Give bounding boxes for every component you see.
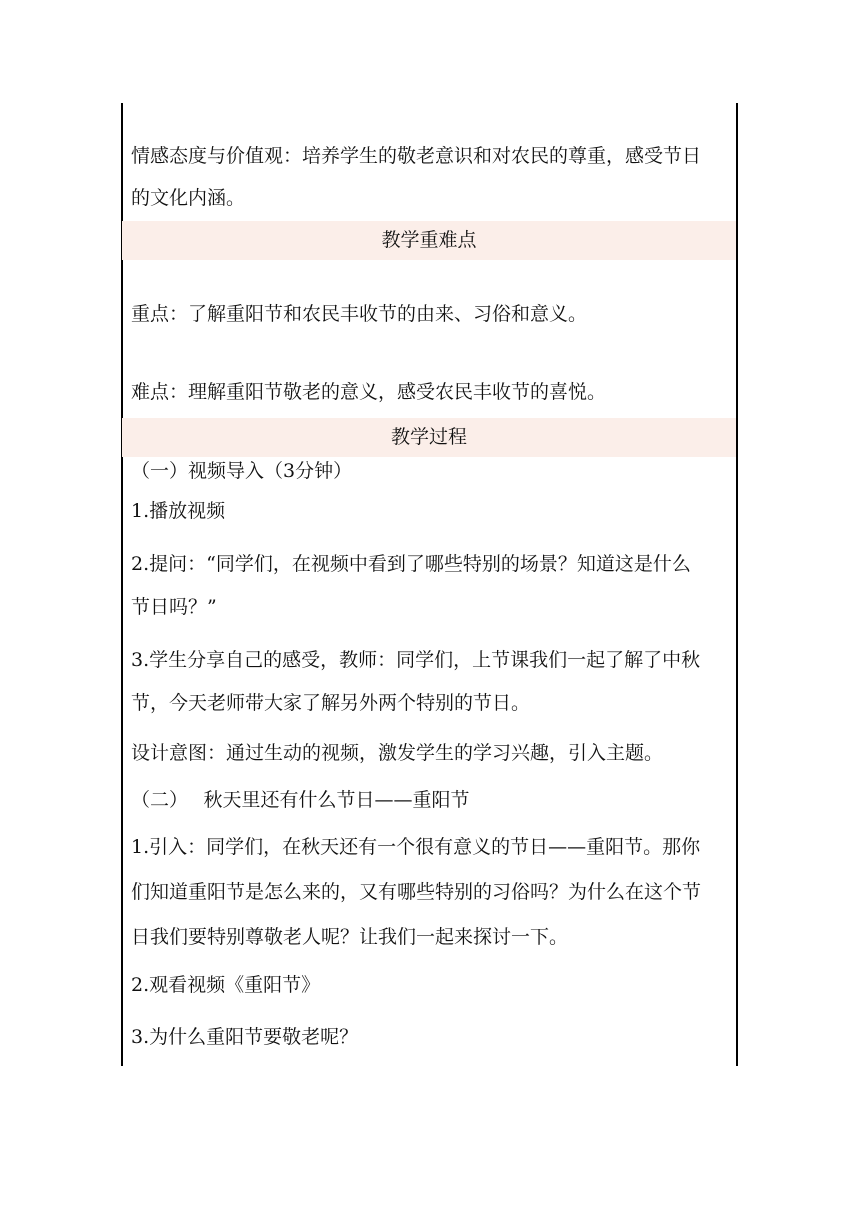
part2-step1-line-2: 们知道重阳节是怎么来的，又有哪些特别的习俗吗？为什么在这个节 — [131, 881, 702, 903]
part1-heading: （一）视频导入（3分钟） — [131, 460, 353, 482]
section-title-process: 教学过程 — [390, 426, 467, 448]
part1-step2-line-1: 2.提问：“同学们，在视频中看到了哪些特别的场景？知道这是什么 — [131, 553, 691, 575]
difficult-point-text: 难点：理解重阳节敬老的意义，感受农民丰收节的喜悦。 — [131, 381, 607, 403]
section-title-key-points: 教学重难点 — [381, 229, 477, 251]
section-header-process — [122, 418, 736, 457]
section-header-key-points — [122, 221, 736, 260]
part2-step1-line-3: 日我们要特别尊敬老人呢？让我们一起来探讨一下。 — [131, 926, 569, 948]
part2-step3: 3.为什么重阳节要敬老呢？ — [131, 1026, 359, 1048]
design-intent-text: 设计意图：通过生动的视频，激发学生的学习兴趣，引入主题。 — [131, 742, 664, 764]
part2-step1-line-1: 1.引入：同学们，在秋天还有一个很有意义的节日——重阳节。那你 — [131, 836, 701, 858]
part1-step3-line-2: 节，今天老师带大家了解另外两个特别的节日。 — [131, 692, 531, 714]
attitude-objective-line-2: 的文化内涵。 — [131, 187, 246, 209]
attitude-objective-line-1: 情感态度与价值观：培养学生的敬老意识和对农民的尊重，感受节日 — [131, 145, 702, 167]
part1-step1: 1.播放视频 — [131, 500, 226, 522]
part2-step2: 2.观看视频《重阳节》 — [131, 974, 321, 996]
table-right-border — [736, 103, 738, 1066]
part2-heading: （二） 秋天里还有什么节日——重阳节 — [131, 789, 470, 811]
key-point-text: 重点：了解重阳节和农民丰收节的由来、习俗和意义。 — [131, 303, 588, 325]
part1-step2-line-2: 节日吗？” — [131, 596, 217, 618]
part1-step3-line-1: 3.学生分享自己的感受，教师：同学们，上节课我们一起了解了中秋 — [131, 649, 701, 671]
